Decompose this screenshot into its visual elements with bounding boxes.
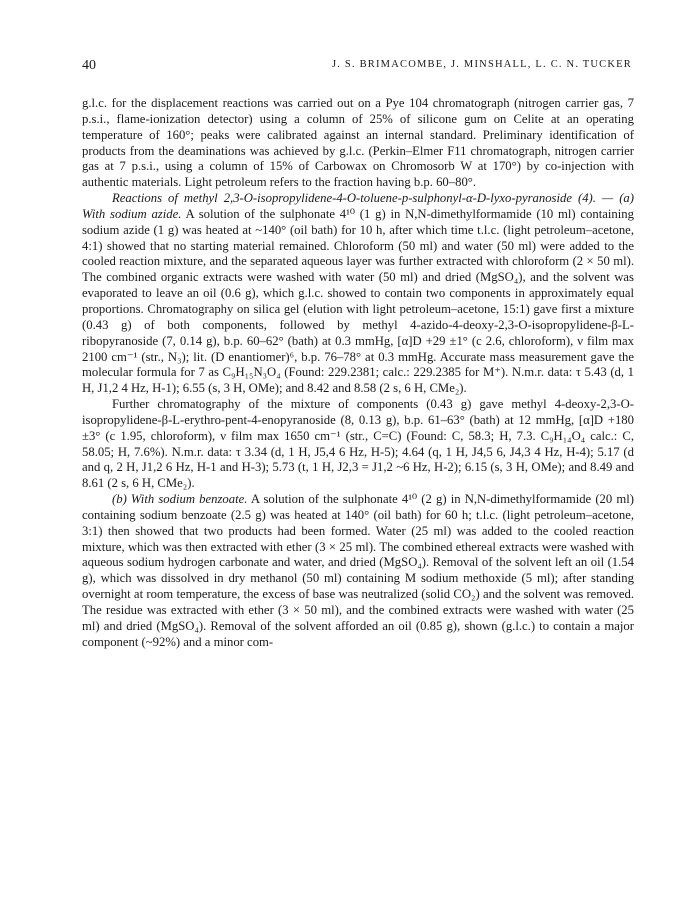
paragraph-benzoate-reaction (82, 492, 634, 650)
paragraph-azide-text: A solution of the sulphonate 4¹⁰ (1 g) in N,N-dimethylformamide (10 ml) containing sodium azide (1 g) was heated at ~140° (oil bath) for 10 h, after which time t.l.c. (light petroleum–acetone, 4:1) showed that no starting material remained. Chloroform (50 ml) and water (50 ml) were added to the cooled reaction mixture, and the separated aqueous layer was further extracted with chloroform (2 × 50 ml). The combined organic extracts were washed with water (50 ml) and dried (MgSO₄), and the solvent was evaporated to leave an oil (0.6 g), which g.l.c. showed to contain two components in approximately equal proportions. Chromatography on silica gel (elution with light petroleum–acetone, 15:1) gave first a mixture (0.43 g) of both components, followed by methyl 4-azido-4-deoxy-2,3-O-isopropylidene-β-L-ribopyranoside (7, 0.14 g), b.p. 60–62° (bath) at 0.3 mmHg, [α]D +29 ±1° (c 2.6, chloroform), ν film max 2100 cm⁻¹ (str., N₃); lit. (D enantiomer)⁶, b.p. 76–78° at 0.3 mmHg. Accurate mass measurement gave the molecular formula for 7 as C₉H₁₅N₃O₄ (Found: 229.2381; calc.: 229.2385 for M⁺). N.m.r. data: τ 5.43 (d, 1 H, J1,2 4 Hz, H-1); 6.55 (s, 3 H, OMe); and 8.42 and 8.58 (2 s, 6 H, CMe₂). (82, 206, 634, 396)
section-heading-benzoate: (b) With sodium benzoate. (112, 492, 248, 507)
article-body (82, 96, 634, 651)
page-number: 40 (82, 58, 96, 73)
running-head: J. S. BRIMACOMBE, J. MINSHALL, L. C. N. TUCKER (331, 59, 632, 70)
page-header (82, 58, 632, 78)
paragraph-azide-reaction (82, 191, 634, 397)
paragraph-enopyranoside: Further chromatography of the mixture of components (0.43 g) gave methyl 4-deoxy-2,3-O-isopropylidene-β-L-erythro-pent-4-enopyranoside (8, 0.13 g), b.p. 61–63° (bath) at 12 mmHg, [α]D +180 ±3° (c 1.95, chloroform), ν film max 1650 cm⁻¹ (str., C=C) (Found: C, 58.3; H, 7.3. C₉H₁₄O₄ calc.: C, 58.05; H, 7.6%). N.m.r. data: τ 3.34 (d, 1 H, J5,4 6 Hz, H-5); 4.64 (q, 1 H, J4,5 6, J4,3 4 Hz, H-4); 5.17 (d and q, 2 H, J1,2 6 Hz, H-1 and H-3); 5.73 (t, 1 H, J2,3 = J1,2 ~6 Hz, H-2); 6.15 (s, 3 H, OMe); and 8.49 and 8.61 (2 s, 6 H, CMe₂). (82, 397, 634, 491)
section-heading-azide: Reactions of methyl 2,3-O-isopropylidene-4-O-toluene-p-sulphonyl-α-D-lyxo-pyranoside (4). — (a) With sodium azide. (82, 191, 634, 221)
paragraph-methods: g.l.c. for the displacement reactions was carried out on a Pye 104 chromatograph (nitrogen carrier gas, 7 p.s.i., flame-ionization detector) using a column of 25% of silicone gum on Celite at an operating temperature of 160°; peaks were calibrated against an internal standard. Preliminary identification of products from the deaminations was achieved by g.l.c. (Perkin–Elmer F11 chromatograph, nitrogen carrier gas at 7 p.s.i., using a column of 15% of Carbowax on Chromosorb W at 170°) by co-injection with authentic materials. Light petroleum refers to the fraction having b.p. 60–80°. (82, 96, 634, 190)
paragraph-benzoate-text: A solution of the sulphonate 4¹⁰ (2 g) in N,N-dimethylformamide (20 ml) containing sodium benzoate (2.5 g) was heated at 140° (oil bath) for 60 h; t.l.c. (light petroleum–acetone, 3:1) then showed that two products had been formed. Water (25 ml) was added to the cooled reaction mixture, which was then extracted with ether (3 × 25 ml). The combined ethereal extracts were washed with aqueous sodium hydrogen carbonate and water, and dried (MgSO₄). Removal of the solvent left an oil (1.54 g), which was dissolved in dry methanol (50 ml) containing M sodium methoxide (5 ml); after standing overnight at room temperature, the excess of base was neutralized (solid CO₂) and the solvent was removed. The residue was extracted with ether (3 × 50 ml), and the combined extracts were washed with water (25 ml) and dried (MgSO₄). Removal of the solvent afforded an oil (0.85 g), shown (g.l.c.) to contain a major component (~92%) and a minor com- (82, 492, 634, 649)
